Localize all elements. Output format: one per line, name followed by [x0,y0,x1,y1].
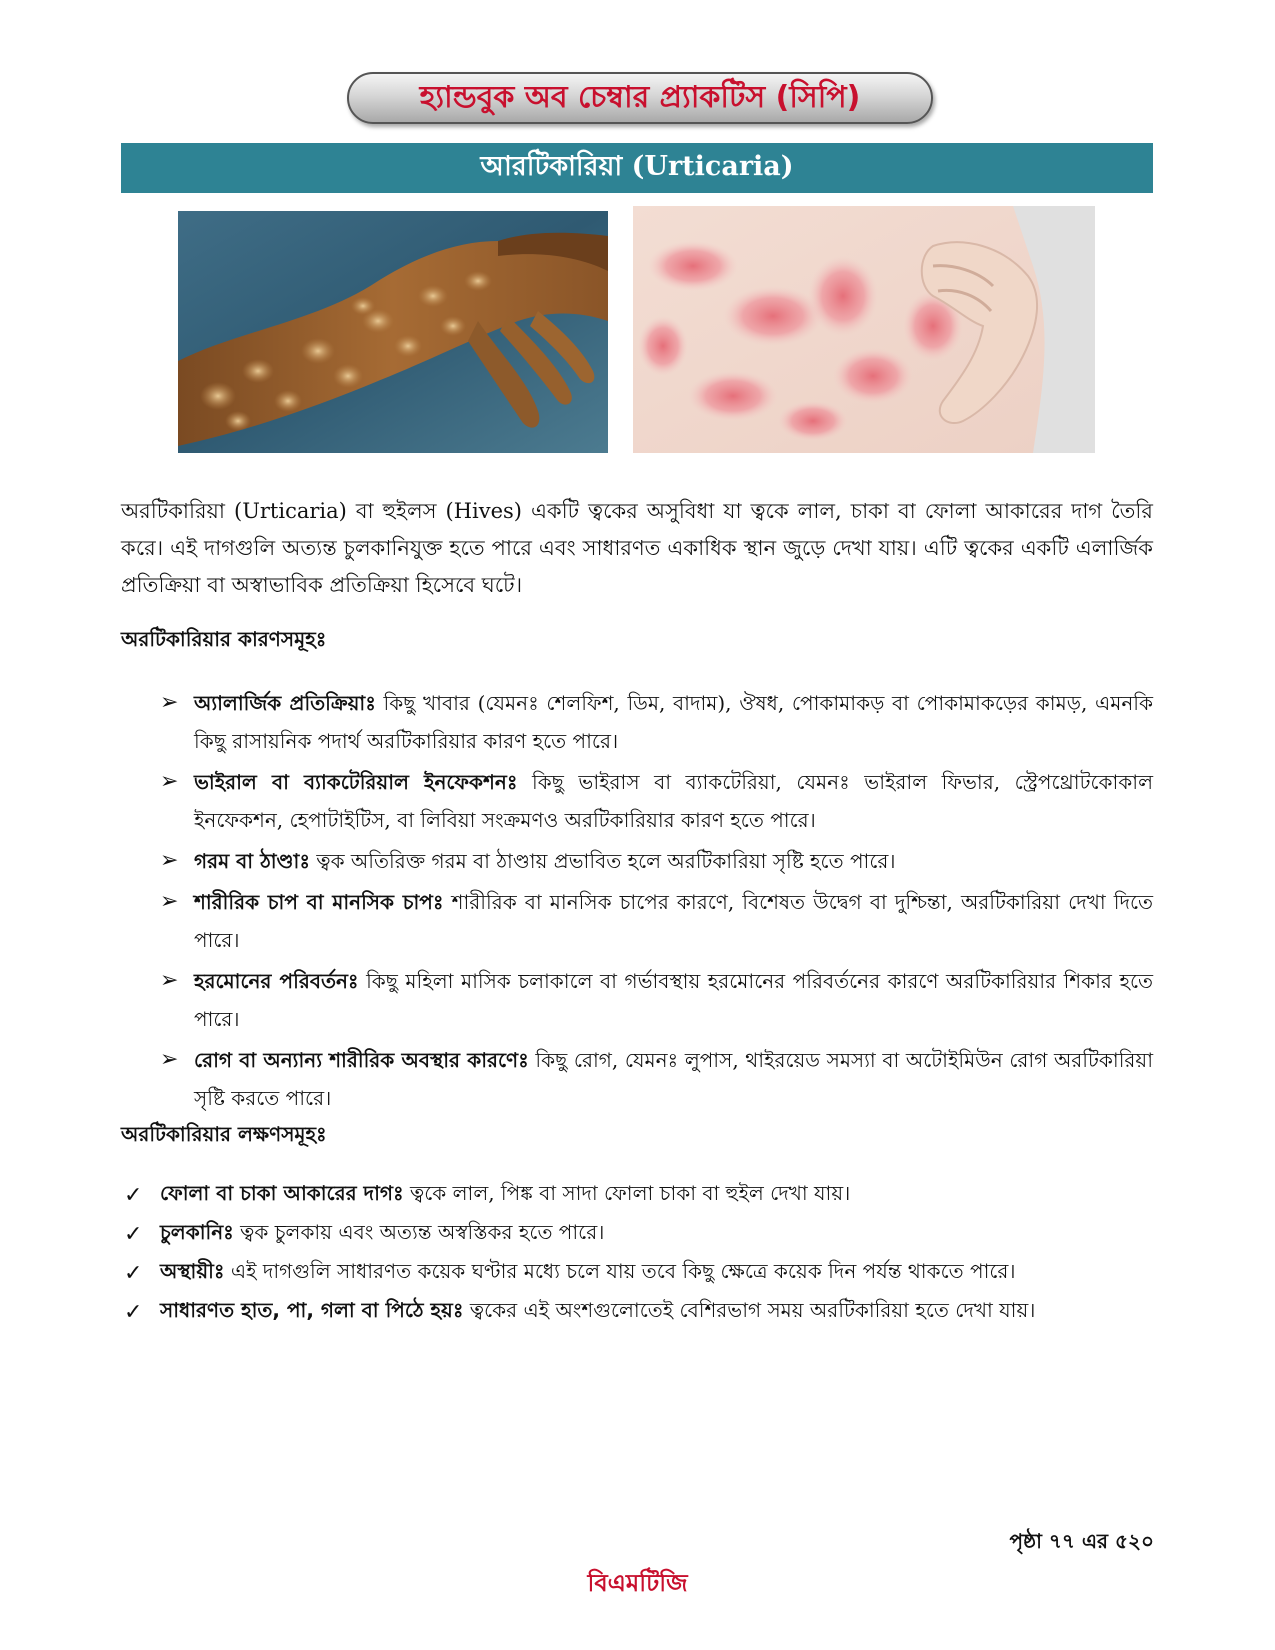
cause-label: অ্যালার্জিক প্রতিক্রিয়াঃ [194,691,376,715]
cause-label: ভাইরাল বা ব্যাকটেরিয়াল ইনফেকশনঃ [194,770,518,794]
symptoms-list [124,1176,1153,1332]
list-item [124,1215,1153,1254]
symptom-label: চুলকানিঃ [160,1220,234,1244]
arrow-bullet-icon: ➢ [160,889,179,914]
cause-text: শারীরিক বা মানসিক চাপের কারণে, বিশেষত উদ্বেগ বা দুশ্চিন্তা, অরটিকারিয়া দেখা দিতে পারে। [194,890,1153,952]
cause-text: ত্বক অতিরিক্ত গরম বা ঠাণ্ডায় প্রভাবিত হলে অরটিকারিয়া সৃষ্টি হতে পারে। [309,849,896,873]
checkmark-icon: ✓ [124,1261,143,1286]
checkmark-icon: ✓ [124,1222,143,1247]
cause-text: কিছু ভাইরাস বা ব্যাকটেরিয়া, যেমনঃ ভাইরাল ফিভার, স্ট্রেপথ্রোটকোকাল ইনফেকশন, হেপাটাইটিস, বা লিবিয়া সংক্রমণও অরটিকারিয়ার কারণ হতে পারে। [194,770,1153,832]
photo-hives-on-back [633,206,1095,453]
symptom-text: ত্বক চুলকায় এবং অত্যন্ত অস্বস্তিকর হতে পারে। [233,1220,605,1244]
cause-label: গরম বা ঠাণ্ডাঃ [194,849,310,873]
page-title: আরটিকারিয়া (Urticaria) [121,143,1153,193]
checkmark-icon: ✓ [124,1183,143,1208]
arrow-bullet-icon: ➢ [160,1047,179,1072]
arrow-bullet-icon: ➢ [160,968,179,993]
causes-list [160,684,1153,1120]
list-item [160,883,1153,959]
cause-text: কিছু মহিলা মাসিক চলাকালে বা গর্ভাবস্থায় হরমোনের পরিবর্তনের কারণে অরটিকারিয়ার শিকার হতে পারে। [194,969,1153,1031]
list-item [160,763,1153,839]
list-item [160,842,1153,880]
symptom-label: সাধারণত হাত, পা, গলা বা পিঠে হয়ঃ [160,1298,464,1322]
symptom-label: অস্থায়ীঃ [160,1259,225,1283]
list-item [160,684,1153,760]
symptom-text: এই দাগগুলি সাধারণত কয়েক ঘণ্টার মধ্যে চলে যায় তবে কিছু ক্ষেত্রে কয়েক দিন পর্যন্ত থাকতে পারে। [224,1259,1016,1283]
symptom-text: ত্বকের এই অংশগুলোতেই বেশিরভাগ সময় অরটিকারিয়া হতে দেখা যায়। [463,1298,1036,1322]
footer-brand: বিএমটিজি [587,1569,688,1597]
list-item [124,1293,1153,1332]
photo-hives-on-arm [178,211,608,453]
symptom-text: ত্বকে লাল, পিঙ্ক বা সাদা ফোলা চাকা বা হুইল দেখা যায়। [403,1181,851,1205]
arrow-bullet-icon: ➢ [160,690,179,715]
arrow-bullet-icon: ➢ [160,769,179,794]
handbook-banner: হ্যান্ডবুক অব চেম্বার প্র্যাকটিস (সিপি) [347,72,933,124]
cause-label: হরমোনের পরিবর্তনঃ [194,969,359,993]
symptoms-heading: অরটিকারিয়ার লক্ষণসমূহঃ [121,1122,327,1146]
page-number: পৃষ্ঠা ৭৭ এর ৫২০ [1009,1529,1154,1553]
list-item [124,1176,1153,1215]
checkmark-icon: ✓ [124,1300,143,1325]
list-item [160,1041,1153,1117]
cause-label: রোগ বা অন্যান্য শারীরিক অবস্থার কারণেঃ [194,1048,529,1072]
intro-paragraph: অরটিকারিয়া (Urticaria) বা হুইলস (Hives) একটি ত্বকের অসুবিধা যা ত্বকে লাল, চাকা বা ফোলা আকারের দাগ তৈরি করে। এই দাগগুলি অত্যন্ত চুলকানিযুক্ত হতে পারে এবং সাধারণত একাধিক স্থান জুড়ে দেখা যায়। এটি ত্বকের একটি এলার্জিক প্রতিক্রিয়া বা অস্বাভাবিক প্রতিক্রিয়া হিসেবে ঘটে। [121,499,1153,597]
cause-text: কিছু রোগ, যেমনঃ লুপাস, থাইরয়েড সমস্যা বা অটোইমিউন রোগ অরটিকারিয়া সৃষ্টি করতে পারে। [194,1048,1153,1110]
symptom-label: ফোলা বা চাকা আকারের দাগঃ [160,1181,404,1205]
list-item [124,1254,1153,1293]
cause-label: শারীরিক চাপ বা মানসিক চাপঃ [194,890,444,914]
arrow-bullet-icon: ➢ [160,848,179,873]
causes-heading: অরটিকারিয়ার কারণসমূহঃ [121,627,327,651]
list-item [160,962,1153,1038]
cause-text: কিছু খাবার (যেমনঃ শেলফিশ, ডিম, বাদাম), ঔষধ, পোকামাকড় বা পোকামাকড়ের কামড়, এমনকি কিছু রাসায়নিক পদার্থ অরটিকারিয়ার কারণ হতে পারে। [194,691,1153,753]
